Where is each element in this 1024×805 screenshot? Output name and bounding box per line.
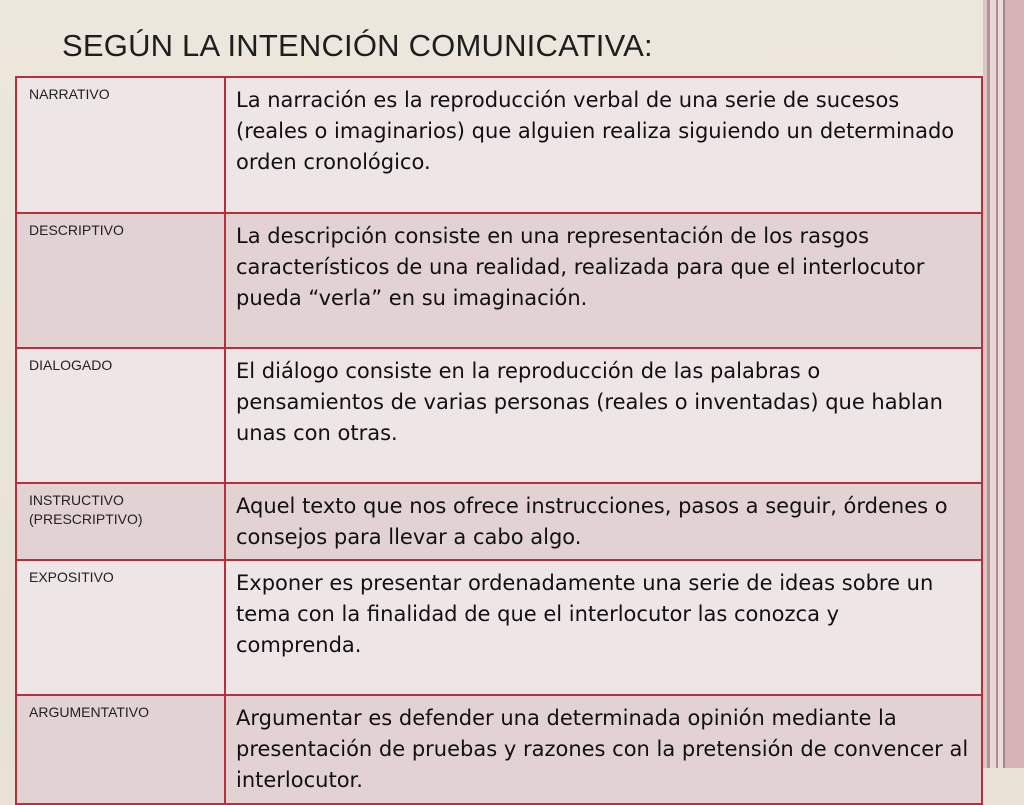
type-label: NARRATIVO	[16, 77, 225, 213]
type-label: DESCRIPTIVO	[16, 213, 225, 348]
type-label: DIALOGADO	[16, 348, 225, 483]
type-description: Aquel texto que nos ofrece instrucciones, pasos a seguir, órdenes o consejos para llevar a cabo algo.	[225, 483, 982, 560]
type-label: ARGUMENTATIVO	[16, 695, 225, 804]
decorative-stripe	[1005, 0, 1024, 768]
type-label: INSTRUCTIVO (PRESCRIPTIVO)	[16, 483, 225, 560]
slide-title: SEGÚN LA INTENCIÓN COMUNICATIVA:	[62, 28, 653, 63]
text-types-table	[15, 76, 983, 805]
table-row	[16, 695, 982, 804]
type-description: La descripción consiste en una representación de los rasgos característicos de una realidad, realizada para que el interlocutor pueda “verla” en su imaginación.	[225, 213, 982, 348]
type-description: Argumentar es defender una determinada opinión mediante la presentación de pruebas y razones con la pretensión de convencer al interlocutor.	[225, 695, 982, 804]
table-row	[16, 348, 982, 483]
table-row	[16, 77, 982, 213]
type-label: EXPOSITIVO	[16, 560, 225, 695]
type-description: El diálogo consiste en la reproducción de las palabras o pensamientos de varias personas (reales o inventadas) que hablan unas con otras.	[225, 348, 982, 483]
type-description: Exponer es presentar ordenadamente una serie de ideas sobre un tema con la finalidad de que el interlocutor las conozca y comprenda.	[225, 560, 982, 695]
table-row	[16, 560, 982, 695]
table-row	[16, 213, 982, 348]
table-row	[16, 483, 982, 560]
type-description: La narración es la reproducción verbal de una serie de sucesos (reales o imaginarios) que alguien realiza siguiendo un determinado orden cronológico.	[225, 77, 982, 213]
